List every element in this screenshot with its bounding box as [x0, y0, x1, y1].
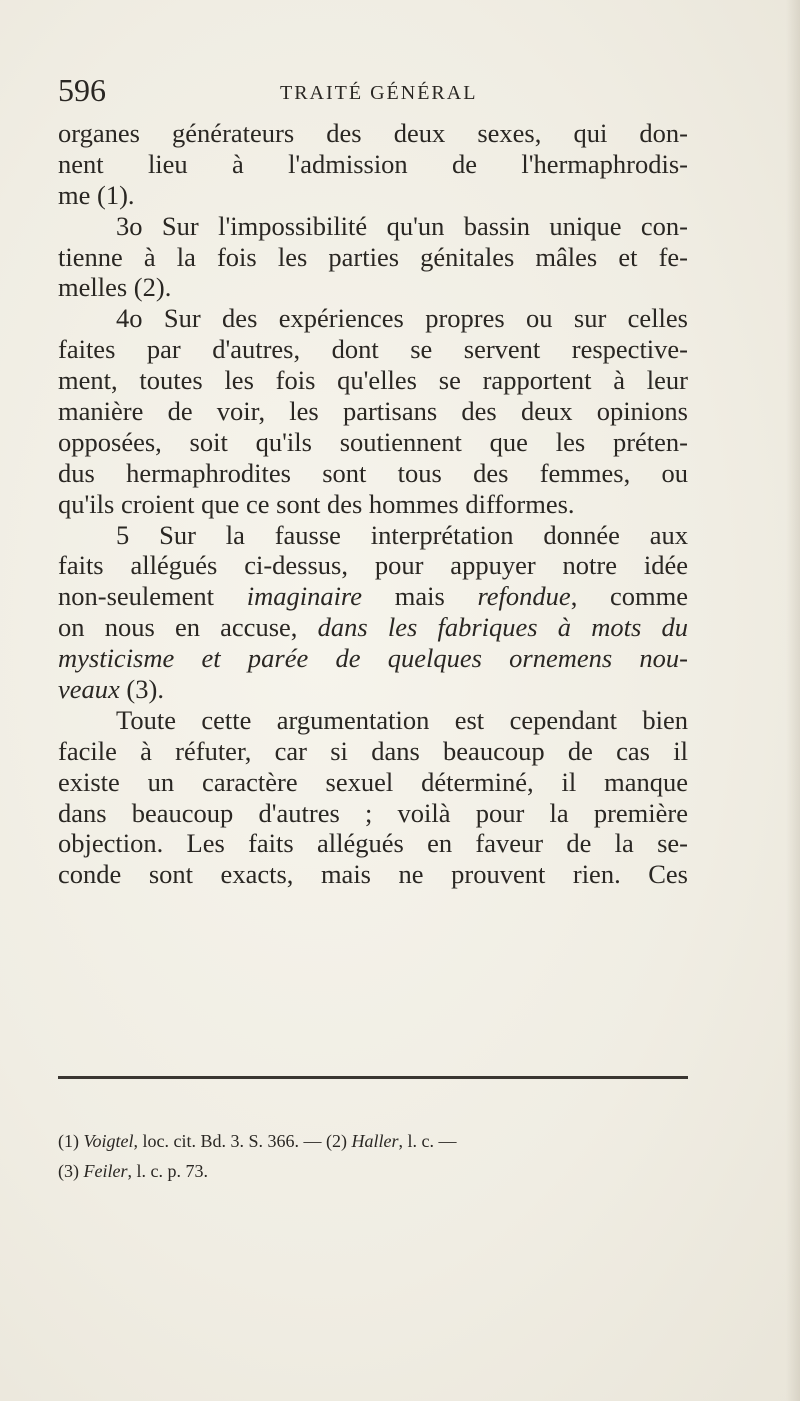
text-line: objection. Les faits allégués en faveur de la se-	[58, 828, 688, 859]
text-line: nent lieu à l'admission de l'hermaphrodis-	[58, 148, 688, 179]
text-run: mais	[362, 581, 478, 612]
text-line: mysticisme et parée de quelques ornemens nou-	[58, 643, 688, 674]
text-line	[58, 674, 688, 705]
text-line: dus hermaphrodites sont tous des femmes, ou	[58, 457, 688, 488]
footnote-divider	[58, 1076, 688, 1079]
footnote-ref: , l. c. —	[398, 1131, 457, 1151]
text-line: ment, toutes les fois qu'elles se rapportent à leur	[58, 365, 688, 396]
footnote-ref: , loc. cit. Bd. 3. S. 366. —	[133, 1131, 326, 1151]
running-head: TRAITÉ GÉNÉRAL	[280, 82, 478, 104]
text-line: 5 Sur la fausse interprétation donnée aux	[116, 519, 688, 550]
text-line: Toute cette argumentation est cependant bien	[116, 704, 688, 735]
text-run: , comme	[570, 581, 688, 612]
text-line: 3o Sur l'impossibilité qu'un bassin unique con-	[116, 210, 688, 241]
footnote-author: Feiler	[83, 1161, 128, 1181]
footnote-author: Voigtel	[83, 1131, 134, 1151]
text-line: tienne à la fois les parties génitales mâles et fe-	[58, 241, 688, 272]
text-line	[58, 612, 688, 643]
page-header	[58, 72, 678, 112]
body-text	[58, 118, 688, 890]
text-line: 4o Sur des expériences propres ou sur celles	[116, 303, 688, 334]
text-line: opposées, soit qu'ils soutiennent que les préten-	[58, 426, 688, 457]
text-line: faites par d'autres, dont se servent respective-	[58, 334, 688, 365]
text-line: qu'ils croient que ce sont des hommes difformes.	[58, 488, 575, 519]
text-run: non-seulement	[58, 581, 247, 612]
footnote-line	[58, 1126, 698, 1156]
text-line: organes générateurs des deux sexes, qui don-	[58, 118, 688, 148]
footnote-author: Haller	[351, 1131, 399, 1151]
italic-run: refondue	[477, 581, 571, 612]
text-line: existe un caractère sexuel déterminé, il manque	[58, 766, 688, 797]
text-line: manière de voir, les partisans des deux opinions	[58, 396, 688, 427]
footnote-mark: (3)	[58, 1161, 84, 1181]
text-line	[58, 581, 688, 612]
italic-run: dans les fabriques à mots du	[317, 612, 688, 643]
text-line: conde sont exacts, mais ne prouvent rien. Ces	[58, 859, 688, 890]
italic-run: veaux	[58, 674, 120, 705]
text-line: facile à réfuter, car si dans beaucoup de cas il	[58, 735, 688, 766]
text-line: me (1).	[58, 179, 135, 210]
text-line: melles (2).	[58, 272, 172, 303]
footnote-mark: (1)	[58, 1131, 84, 1151]
footnote-line	[58, 1156, 698, 1186]
text-line: dans beaucoup d'autres ; voilà pour la première	[58, 797, 688, 828]
footnotes	[58, 1126, 698, 1186]
footnote-mark: (2)	[326, 1131, 352, 1151]
text-run: (3).	[119, 674, 164, 705]
italic-run: imaginaire	[246, 581, 363, 612]
page-number: 596	[58, 72, 106, 108]
text-line: faits allégués ci-dessus, pour appuyer notre idée	[58, 550, 688, 581]
footnote-ref: , l. c. p. 73.	[127, 1161, 208, 1181]
page-edge-shadow	[786, 0, 800, 1401]
text-run: on nous en accuse,	[58, 612, 318, 643]
